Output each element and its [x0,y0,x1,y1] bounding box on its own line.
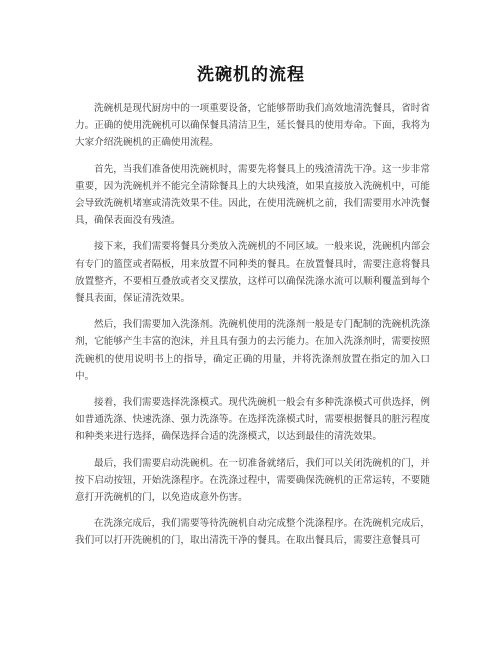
paragraph-step-rinse: 首先，当我们准备使用洗碗机时，需要先将餐具上的残渣清洗干净。这一步非常重要，因为洗碗机并不能完全清除餐具上的大块残渣，如果直接放入洗碗机中，可能会导致洗碗机堵塞或清洗效果不佳。因此，在使用洗碗机之前，我们需要用水冲洗餐具，确保表面没有残渣。 [75,163,430,227]
paragraph-step-mode: 接着，我们需要选择洗涤模式。现代洗碗机一般会有多种洗涤模式可供选择，例如普通洗涤、快速洗涤、强力洗涤等。在选择洗涤模式时，需要根据餐具的脏污程度和种类来进行选择，确保选择合适的洗涤模式，以达到最佳的清洗效果。 [75,397,430,443]
paragraph-step-start: 最后，我们需要启动洗碗机。在一切准备就绪后，我们可以关闭洗碗机的门，并按下启动按钮，开始洗涤程序。在洗涤过程中，需要确保洗碗机的正常运转，不要随意打开洗碗机的门，以免造成意外伤害。 [75,457,430,504]
paragraph-step-finish: 在洗涤完成后，我们需要等待洗碗机自动完成整个洗涤程序。在洗碗机完成后，我们可以打开洗碗机的门，取出清洗干净的餐具。在取出餐具后，需要注意餐具可 [75,518,430,547]
paragraph-step-detergent: 然后，我们需要加入洗涤剂。洗碗机使用的洗涤剂一般是专门配制的洗碗机洗涤剂，它能够产生丰富的泡沫，并且具有强力的去污能力。在加入洗涤剂时，需要按照洗碗机的使用说明书上的指导，确定正确的用量，并将洗涤剂放置在指定的加入口中。 [75,319,430,382]
document-body [75,100,430,559]
paragraph-intro: 洗碗机是现代厨房中的一项重要设备，它能够帮助我们高效地清洗餐具，省时省力。正确的使用洗碗机可以确保餐具清洁卫生，延长餐具的使用寿命。下面，我将为大家介绍洗碗机的正确使用流程。 [75,103,430,149]
paragraph-step-load: 接下来，我们需要将餐具分类放入洗碗机的不同区域。一般来说，洗碗机内部会有专门的篮筐或者隔板，用来放置不同种类的餐具。在放置餐具时，需要注意将餐具放置整齐，不要相互叠放或者交叉摆放，这样可以确保洗涤水流可以顺利覆盖到每个餐具表面，保证清洗效果。 [75,241,430,305]
document-title: 洗碗机的流程 [197,65,305,85]
